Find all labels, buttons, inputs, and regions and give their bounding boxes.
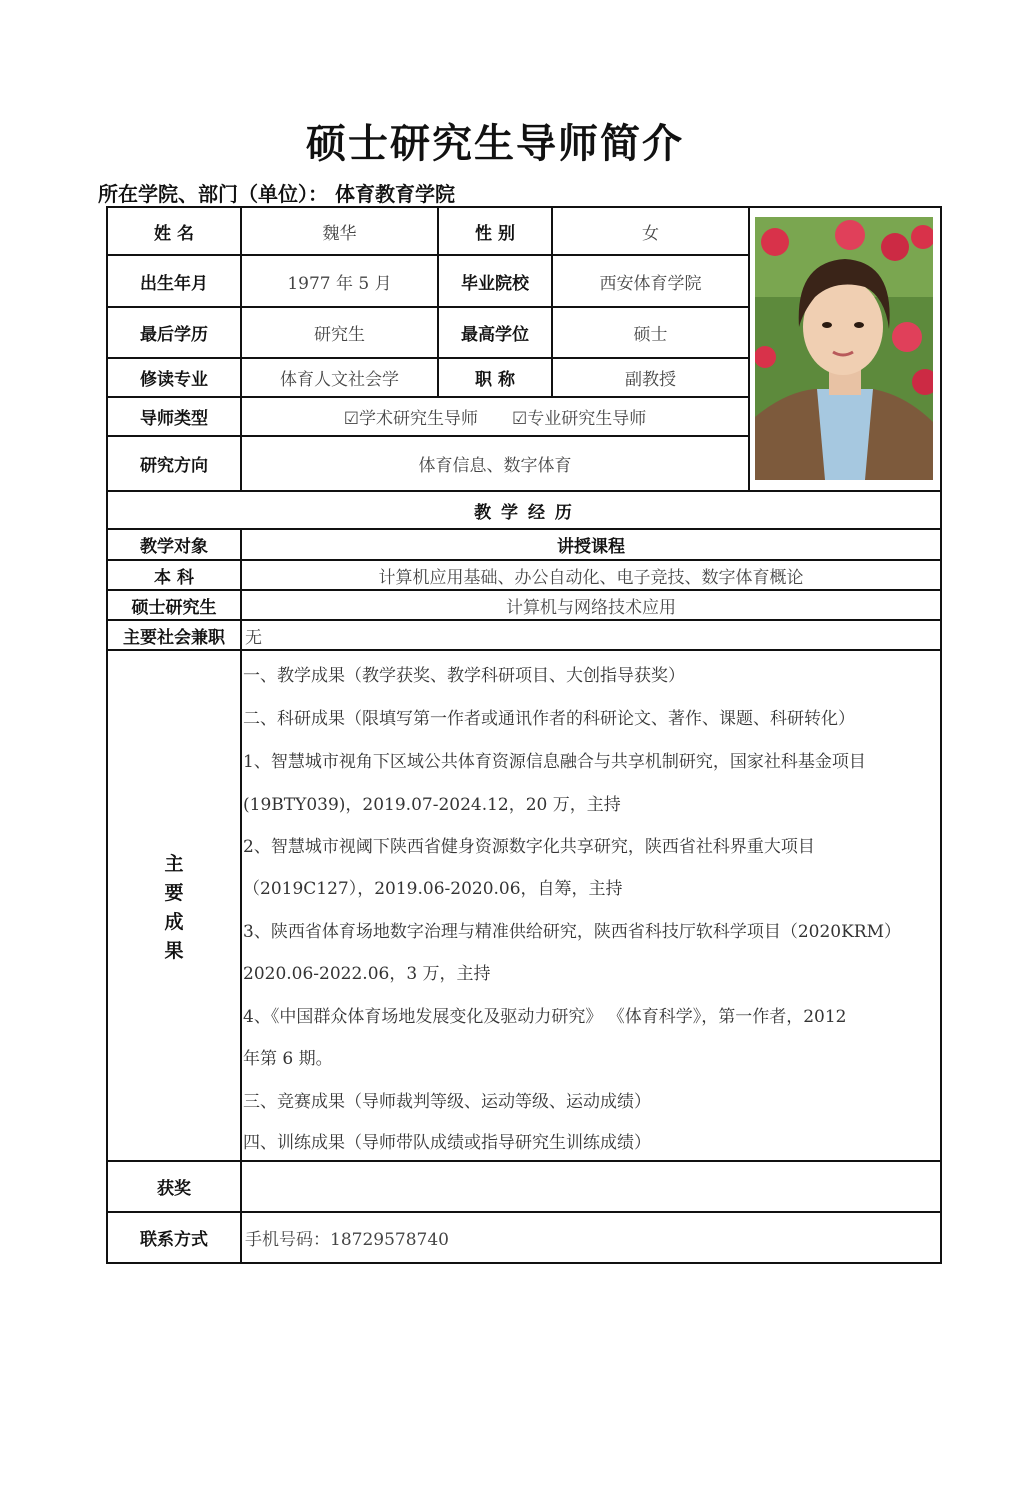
social-label: 主要社会兼职 (123, 627, 225, 648)
research-label: 研究方向 (140, 456, 208, 476)
school-label: 毕业院校 (461, 273, 529, 294)
social-value: 无 (245, 627, 262, 648)
department-line: 所在学院、部门（单位）： 体育教育学院 (98, 182, 455, 206)
achievement-line: 二、科研成果（限填写第一作者或通讯作者的科研论文、著作、课题、科研转化） (243, 709, 855, 729)
degree-value: 硕士 (633, 325, 668, 345)
name-label: 姓 名 (154, 223, 194, 244)
teaching-target-header: 教学对象 (140, 537, 208, 557)
school-value: 西安体育学院 (599, 273, 702, 294)
major-value: 体育人文社会学 (280, 370, 399, 390)
table-row: 计算机应用基础、办公自动化、电子竞技、数字体育概论 (378, 567, 804, 588)
teaching-header: 教 学 经 历 (474, 502, 574, 523)
education-label: 最后学历 (140, 325, 208, 345)
table-row: 计算机与网络技术应用 (506, 597, 676, 618)
table-row: 本 科 (154, 567, 194, 588)
achievement-line: (19BTY039)，2019.07-2024.12，20 万，主持 (243, 795, 621, 815)
achievement-line: 一、教学成果（教学获奖、教学科研项目、大创指导获奖） (243, 666, 685, 686)
page-title: 硕士研究生导师简介 (306, 121, 684, 167)
name-value: 魏华 (322, 223, 357, 244)
achievements-label-char: 主 (164, 853, 184, 875)
achievement-line: 2020.06-2022.06，3 万，主持 (243, 964, 491, 984)
contact-value: 手机号码：18729578740 (245, 1230, 449, 1250)
education-value: 研究生 (314, 325, 365, 345)
achievement-line: （2019C127），2019.06-2020.06，自筹，主持 (243, 879, 623, 899)
birth-value: 1977 年 5 月 (287, 273, 392, 294)
award-label: 获奖 (157, 1179, 191, 1199)
title-label: 职 称 (475, 370, 515, 390)
achievement-line: 1、智慧城市视角下区域公共体育资源信息融合与共享机制研究，国家社科基金项目 (243, 752, 866, 772)
achievement-line: 2、智慧城市视阈下陕西省健身资源数字化共享研究，陕西省社科界重大项目 (243, 837, 815, 857)
achievement-line: 4、《中国群众体育场地发展变化及驱动力研究》 《体育科学》，第一作者，2012 (243, 1007, 847, 1027)
teaching-course-header: 讲授课程 (557, 537, 625, 557)
award-value (242, 1162, 940, 1211)
gender-label: 性 别 (475, 223, 515, 244)
achievement-line: 四、训练成果（导师带队成绩或指导研究生训练成绩） (243, 1133, 651, 1153)
contact-label: 联系方式 (140, 1230, 208, 1250)
research-value: 体育信息、数字体育 (418, 456, 572, 476)
achievement-line: 年第 6 期。 (243, 1049, 333, 1069)
portrait-photo (755, 217, 933, 480)
gender-value: 女 (642, 223, 659, 244)
birth-label: 出生年月 (140, 273, 208, 294)
supervisor-type-value: ☑学术研究生导师 ☑专业研究生导师 (343, 409, 647, 429)
table-row: 硕士研究生 (131, 597, 217, 618)
achievements-label (108, 850, 240, 966)
achievements-label-char: 要 (164, 882, 184, 904)
title-value: 副教授 (625, 370, 676, 390)
achievement-line: 三、竞赛成果（导师裁判等级、运动等级、运动成绩） (243, 1092, 651, 1112)
degree-label: 最高学位 (461, 325, 529, 345)
achievements-label-char: 成 (164, 911, 184, 933)
major-label: 修读专业 (140, 370, 208, 390)
achievements-label-char: 果 (164, 940, 184, 962)
achievement-line: 3、陕西省体育场地数字治理与精准供给研究，陕西省科技厅软科学项目（2020KRM） (243, 922, 901, 942)
supervisor-type-label: 导师类型 (140, 409, 208, 429)
